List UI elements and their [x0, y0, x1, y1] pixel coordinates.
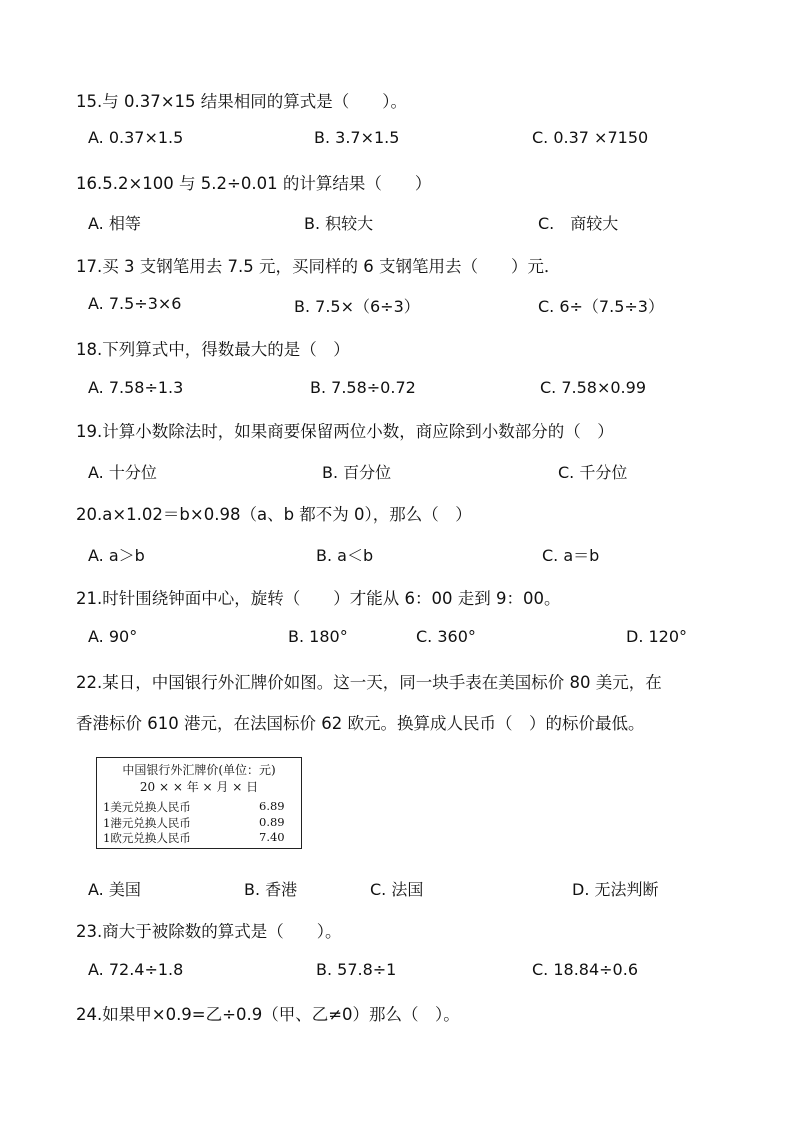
- rate-name: 1港元兑换人民币: [103, 816, 191, 830]
- q21-option-c: C. 360°: [416, 627, 476, 646]
- q18-option-b: B. 7.58÷0.72: [310, 378, 416, 397]
- question-15: 15.与 0.37×15 结果相同的算式是（ ）。: [76, 92, 408, 111]
- rate-value: 0.89: [259, 815, 285, 829]
- q15-option-b: B. 3.7×1.5: [314, 128, 400, 147]
- question-24: 24.如果甲×0.9=乙÷0.9（甲、乙≠0）那么（ ）。: [76, 1005, 460, 1024]
- rate-value: 6.89: [259, 799, 285, 813]
- question-16: 16.5.2×100 与 5.2÷0.01 的计算结果（ ）: [76, 174, 432, 193]
- question-22-line2: 香港标价 610 港元，在法国标价 62 欧元。换算成人民币（ ）的标价最低。: [76, 714, 645, 733]
- q22-option-c: C. 法国: [370, 880, 424, 899]
- q23-option-a: A. 72.4÷1.8: [88, 960, 184, 979]
- q21-option-d: D. 120°: [626, 627, 688, 646]
- rate-value: 7.40: [259, 830, 285, 844]
- question-20: 20.a×1.02＝b×0.98（a、b 都不为 0），那么（ ）: [76, 505, 472, 524]
- q16-option-a: A. 相等: [88, 214, 141, 233]
- question-23: 23.商大于被除数的算式是（ ）。: [76, 922, 342, 941]
- q17-option-c: C. 6÷（7.5÷3）: [538, 297, 664, 316]
- q18-option-a: A. 7.58÷1.3: [88, 378, 184, 397]
- q21-option-b: B. 180°: [288, 627, 348, 646]
- q16-option-c: C. 商较大: [538, 214, 619, 233]
- q20-option-c: C. a＝b: [542, 546, 600, 565]
- q15-option-a: A. 0.37×1.5: [88, 128, 184, 147]
- q19-option-a: A. 十分位: [88, 463, 157, 482]
- rate-name: 1欧元兑换人民币: [103, 831, 191, 845]
- question-19: 19.计算小数除法时，如果商要保留两位小数，商应除到小数部分的（ ）: [76, 422, 614, 441]
- question-18: 18.下列算式中，得数最大的是（ ）: [76, 340, 350, 359]
- rate-name: 1美元兑换人民币: [103, 800, 191, 814]
- q23-option-c: C. 18.84÷0.6: [532, 960, 638, 979]
- q19-option-c: C. 千分位: [558, 463, 628, 482]
- q16-option-b: B. 积较大: [304, 214, 374, 233]
- question-17: 17.买 3 支钢笔用去 7.5 元，买同样的 6 支钢笔用去（ ）元．: [76, 257, 561, 276]
- q22-option-a: A. 美国: [88, 880, 141, 899]
- q15-option-c: C. 0.37 ×7150: [532, 128, 649, 147]
- q23-option-b: B. 57.8÷1: [316, 960, 397, 979]
- q22-option-d: D. 无法判断: [572, 880, 659, 899]
- q18-option-c: C. 7.58×0.99: [540, 378, 646, 397]
- q20-option-b: B. a＜b: [316, 546, 374, 565]
- question-22: 22.某日，中国银行外汇牌价如图。这一天，同一块手表在美国标价 80 美元，在: [76, 673, 662, 692]
- q20-option-a: A. a＞b: [88, 546, 145, 565]
- q17-option-b: B. 7.5×（6÷3）: [294, 297, 420, 316]
- q17-option-a: A. 7.5÷3×6: [88, 294, 182, 313]
- q22-option-b: B. 香港: [244, 880, 298, 899]
- exchange-rate-date: 20 × × 年 × 月 × 日: [139, 780, 259, 794]
- q21-option-a: A. 90°: [88, 627, 138, 646]
- question-21: 21.时针围绕钟面中心，旋转（ ）才能从 6：00 走到 9：00。: [76, 589, 561, 608]
- q19-option-b: B. 百分位: [322, 463, 392, 482]
- exchange-rate-table: [96, 757, 302, 849]
- exchange-rate-title: 中国银行外汇牌价(单位：元): [122, 763, 276, 777]
